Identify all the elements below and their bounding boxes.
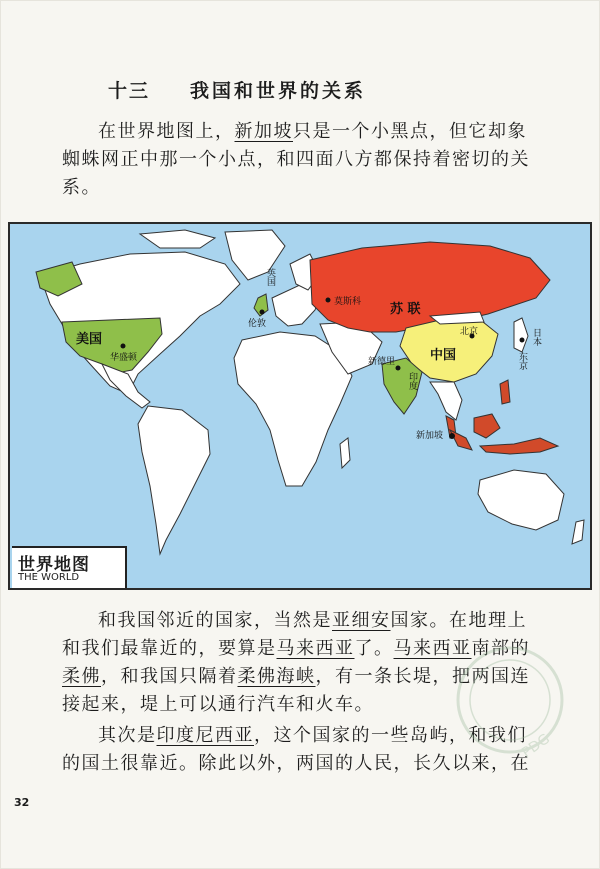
text-span: 了。: [354, 638, 394, 659]
text-span: ，有一条长堤，把两国连接起来，堤上可以通行汽车和火车。: [62, 666, 530, 715]
text-span: 只是一个小黑点，但它却象蜘蛛网正中那一个小点，和四面八方都保持着密切的关系。: [62, 121, 530, 198]
label-newdelhi: 新德里: [368, 357, 396, 367]
legend-title-cn: 世界地图: [18, 555, 90, 575]
underlined-term-malaysia: 马来西亚: [276, 638, 355, 659]
label-moscow: 莫斯科: [334, 297, 362, 307]
moscow-dot: [326, 298, 331, 303]
text-span: 国家。在地理上和我们最靠近的，要算是: [62, 610, 527, 659]
text-span: 和我国邻近的国家，当然是: [98, 610, 332, 631]
southeast-asia: [430, 382, 462, 420]
legend-title-en: THE WORLD: [18, 572, 80, 583]
south-america: [138, 406, 210, 554]
page-number: 32: [14, 796, 30, 809]
philippines: [500, 380, 510, 404]
indonesia-islands: [480, 438, 558, 454]
text-span: 南部的: [471, 638, 530, 659]
map-legend: [12, 546, 127, 588]
watermark-stamp: [430, 640, 580, 770]
label-tokyo: 东京: [517, 352, 527, 370]
japan-area: [514, 318, 528, 352]
lesson-number: 十三: [108, 80, 151, 102]
world-map-drawing: [10, 224, 590, 588]
underlined-term-johor: 柔佛: [62, 666, 101, 687]
ussr-area: [310, 242, 550, 332]
newdelhi-dot: [396, 366, 401, 371]
australia: [478, 470, 564, 530]
label-london: 伦敦: [248, 319, 267, 329]
indonesia-borneo: [474, 414, 500, 438]
text-span: 在世界地图上，: [98, 121, 235, 142]
text-span: ，这个国家的一些岛屿，和我们的国土很靠近。除此以外，两国的人民，长久以来，在: [62, 725, 530, 774]
london-dot: [260, 310, 265, 315]
label-usa: 美国: [76, 332, 103, 347]
label-singapore: 新加坡: [416, 431, 444, 441]
underlined-term-indonesia: 印度尼西亚: [156, 725, 254, 746]
underlined-term-malaysia: 马来西亚: [393, 638, 472, 659]
washington-dot: [121, 344, 126, 349]
watermark-text: PDG: [519, 730, 553, 762]
lesson-title: 我国和世界的关系: [190, 80, 367, 102]
label-beijing: 北京: [460, 327, 479, 337]
label-washington: 华盛顿: [110, 353, 138, 363]
text-span: ，和我国只隔着: [101, 666, 238, 687]
label-japan: 日本: [531, 328, 541, 346]
underlined-term-asean: 亚细安: [332, 610, 391, 631]
label-india: 印度: [407, 372, 417, 390]
world-map: [8, 222, 592, 590]
label-ussr: 苏 联: [390, 302, 421, 317]
new-zealand: [572, 520, 584, 544]
madagascar: [340, 438, 350, 468]
text-span: 其次是: [98, 725, 157, 746]
underlined-term-singapore: 新加坡: [234, 121, 293, 142]
label-uk: 英国: [265, 268, 275, 286]
label-china: 中国: [430, 348, 457, 363]
indonesia-sumatra: [450, 430, 472, 450]
tokyo-dot: [520, 338, 525, 343]
singapore-dot: [449, 433, 455, 439]
underlined-term-johor-strait: 柔佛海峡: [237, 666, 316, 687]
canada-islands: [140, 230, 215, 248]
paragraph-intro: [62, 118, 542, 202]
